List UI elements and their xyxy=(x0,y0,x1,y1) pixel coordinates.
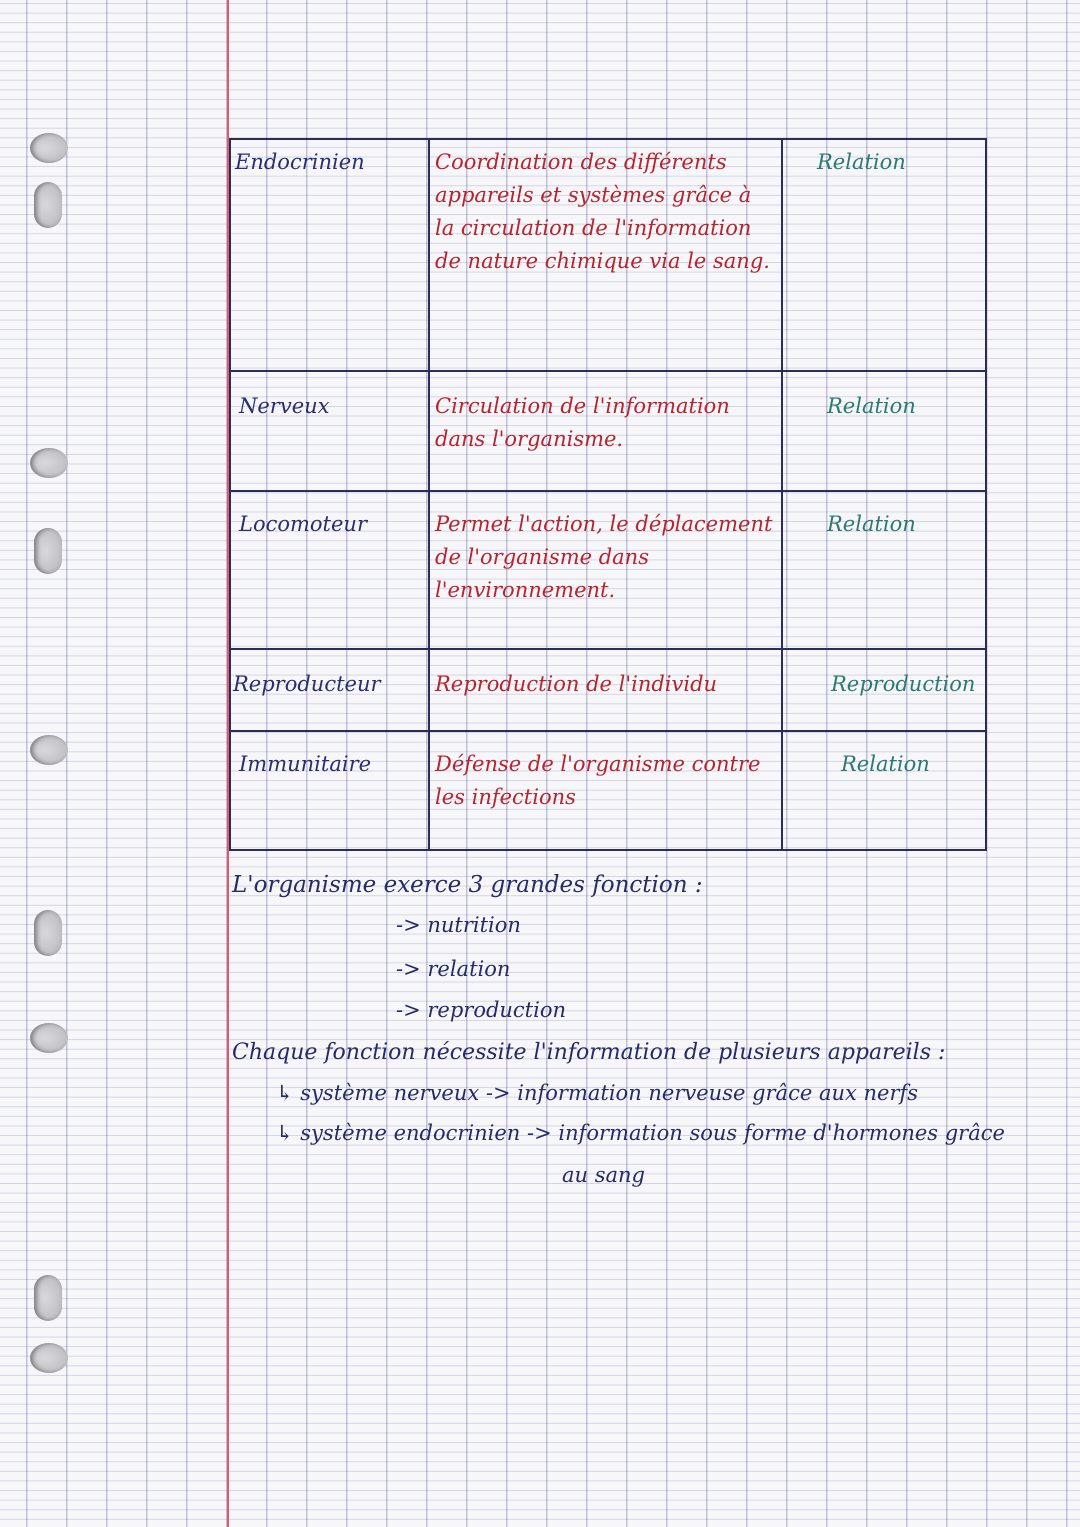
table-divider xyxy=(231,730,985,732)
intro-sentence: L'organisme exerce 3 grandes fonction : xyxy=(232,872,703,898)
table-divider xyxy=(781,140,783,849)
binder-hole xyxy=(34,1275,62,1321)
binder-hole xyxy=(30,1343,68,1373)
table-divider xyxy=(231,370,985,372)
table-divider xyxy=(428,140,430,849)
function-item-nutrition: -> nutrition xyxy=(396,913,521,937)
function-item-relation: -> relation xyxy=(396,957,511,981)
bullet-endocrinien: ↳ système endocrinien -> information sous forme d'hormones grâce xyxy=(276,1121,1005,1145)
systems-table xyxy=(229,138,987,851)
table-cell-system: Locomoteur xyxy=(239,512,367,536)
table-cell-description: Permet l'action, le déplacement de l'organisme dans l'environnement. xyxy=(435,512,773,602)
table-cell-description: Coordination des différents appareils et systèmes grâce à la circulation de l'information de nature chimique via le sang. xyxy=(435,150,770,273)
table-divider xyxy=(231,490,985,492)
binder-hole xyxy=(30,735,68,765)
table-cell-system: Immunitaire xyxy=(239,752,372,776)
table-cell-description: Reproduction de l'individu xyxy=(435,672,718,696)
table-cell-description: Défense de l'organisme contre les infections xyxy=(435,752,761,809)
bullet-nerveux: ↳ système nerveux -> information nerveuse grâce aux nerfs xyxy=(276,1081,919,1105)
table-cell-function: Reproduction xyxy=(831,672,976,696)
chaque-sentence: Chaque fonction nécessite l'information de plusieurs appareils : xyxy=(232,1040,946,1065)
table-divider xyxy=(231,648,985,650)
bullet-endocrinien-continuation: au sang xyxy=(562,1163,645,1187)
binder-hole xyxy=(30,448,68,478)
binder-hole xyxy=(34,910,62,956)
function-item-reproduction: -> reproduction xyxy=(396,998,567,1022)
table-cell-function: Relation xyxy=(827,512,916,536)
binder-hole xyxy=(34,528,62,574)
table-cell-description: Circulation de l'information dans l'organisme. xyxy=(435,394,730,451)
binder-hole xyxy=(34,182,62,228)
table-cell-function: Relation xyxy=(841,752,930,776)
binder-hole xyxy=(30,133,68,163)
table-cell-function: Relation xyxy=(827,394,916,418)
table-cell-system: Endocrinien xyxy=(235,150,365,174)
table-cell-system: Reproducteur xyxy=(233,672,381,696)
binder-hole xyxy=(30,1023,68,1053)
table-cell-system: Nerveux xyxy=(239,394,330,418)
table-cell-function: Relation xyxy=(817,150,906,174)
